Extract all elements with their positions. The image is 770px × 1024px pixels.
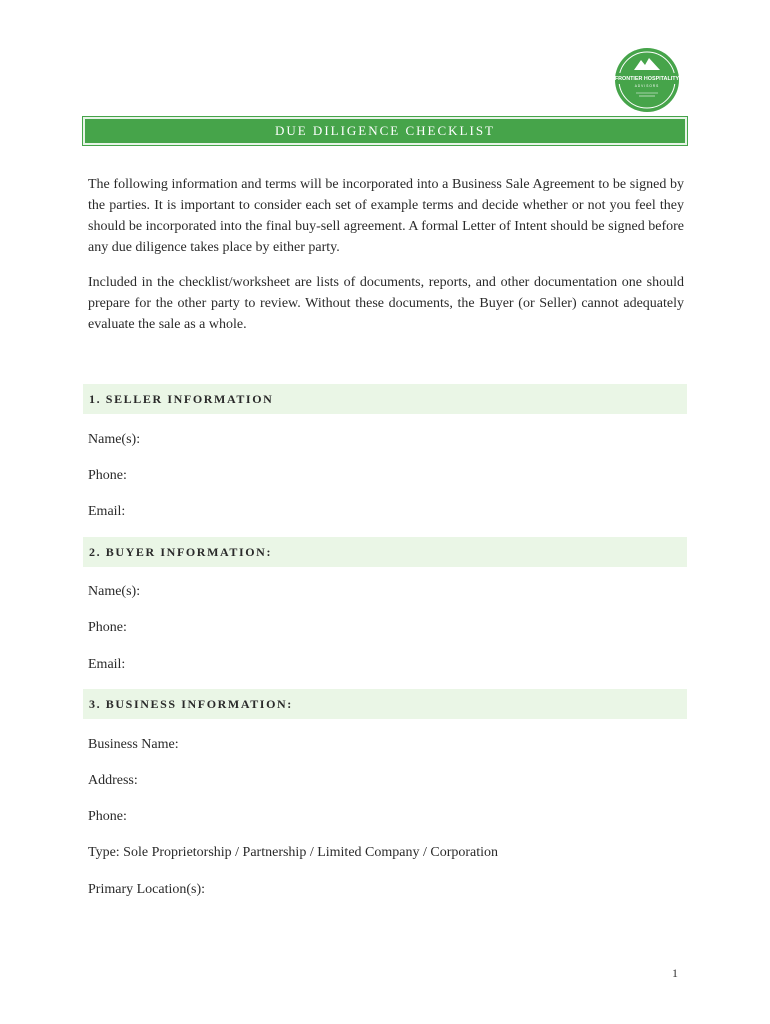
seller-email-field: Email: bbox=[88, 504, 126, 519]
buyer-email-field: Email: bbox=[88, 657, 126, 672]
business-type-field: Type: Sole Proprietorship / Partnership / Limited Company / Corporation bbox=[88, 845, 499, 860]
intro-paragraph-1: The following information and terms will be incorporated into a Business Sale Agreement to be signed by the parties. It is important to consider each set of example terms and decide whether or not you feel they should be incorporated into the final buy-sell agreement. A formal Letter of Intent should be signed before any due diligence takes place by either party. bbox=[88, 177, 684, 255]
business-name-field: Business Name: bbox=[88, 737, 179, 752]
business-address-field: Address: bbox=[88, 773, 138, 788]
seller-name-field: Name(s): bbox=[88, 432, 141, 447]
document-title: DUE DILIGENCE CHECKLIST bbox=[83, 117, 687, 145]
business-location-field: Primary Location(s): bbox=[88, 882, 206, 897]
business-phone-field: Phone: bbox=[88, 809, 127, 824]
buyer-name-field: Name(s): bbox=[88, 584, 141, 599]
page-number: 1 bbox=[672, 966, 678, 980]
seller-phone-field: Phone: bbox=[88, 468, 127, 483]
svg-text:FRONTIER HOSPITALITY: FRONTIER HOSPITALITY bbox=[614, 76, 680, 82]
svg-text:ADVISORS: ADVISORS bbox=[634, 84, 660, 88]
company-logo bbox=[614, 47, 680, 113]
section-heading-seller: 1. SELLER INFORMATION bbox=[83, 384, 687, 414]
section-heading-buyer: 2. BUYER INFORMATION: bbox=[83, 537, 687, 567]
section-heading-business: 3. BUSINESS INFORMATION: bbox=[83, 689, 687, 719]
buyer-phone-field: Phone: bbox=[88, 620, 127, 635]
intro-paragraph-2: Included in the checklist/worksheet are lists of documents, reports, and other documentation one should prepare for the other party to review. Without these documents, the Buyer (or Seller) cannot adequately evaluate the sale as a whole. bbox=[88, 275, 684, 332]
